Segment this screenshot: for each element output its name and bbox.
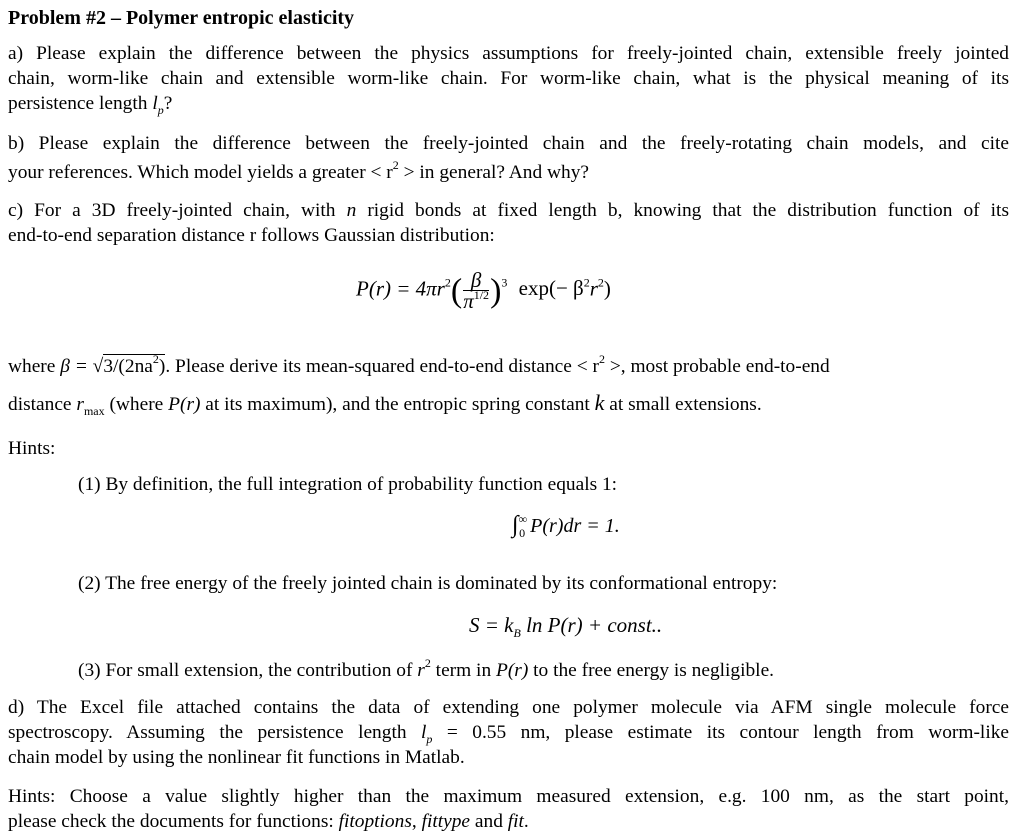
fittype-function: fittype (421, 811, 471, 832)
part-c-line-1: c) For a 3D freely-jointed chain, with n rigid bonds at fixed length b, knowing that the distribution function of its (8, 200, 1009, 221)
part-d-line-1: d) The Excel file attached contains the data of extending one polymer molecule via AFM single molecule force (8, 697, 1009, 718)
part-a-line-2: chain, worm-like chain and extensible worm-like chain. For worm-like chain, what is the physical meaning of its (8, 68, 1009, 89)
entropy-equation: $S = k_B$ ln P(r) + const.. (469, 613, 663, 640)
fit-function: fit (507, 811, 524, 832)
hints-d-line-1: Hints: Choose a value slightly higher than the maximum measured extension, e.g. 100 nm, as the start point, (8, 786, 1009, 807)
part-b-line-2: your references. Which model yields a greater < $r^2$ > in general? And why? (8, 158, 590, 183)
normalization-equation: $\int^\infty_0$ P(r)dr = 1. (512, 512, 620, 540)
problem-title: Problem #2 – Polymer entropic elasticity (8, 7, 355, 29)
part-a-line-3: persistence length $l_p$? (8, 93, 173, 117)
part-c-line-4: distance $r_{max}$ (where P(r) at its maximum), and the entropic spring constant k at small extensions. (8, 390, 762, 418)
hint-2: (2) The free energy of the freely jointed chain is dominated by its conformational entropy: (78, 573, 778, 594)
fitoptions-function: fitoptions (338, 811, 412, 832)
part-d-line-3: chain model by using the nonlinear fit functions in Matlab. (8, 747, 465, 768)
part-d-line-2: spectroscopy. Assuming the persistence length $l_p = 0.55$ nm, please estimate its contour length from worm-like (8, 722, 1010, 746)
hints-label: Hints: (8, 438, 56, 459)
mean-square-r: < $r^2$ > (370, 158, 415, 183)
gaussian-equation: $P(r) = 4\pi r^2$( $\frac{\beta}{\pi^{1/2}}$ )$^3$ $\exp(- \beta^2r^2)$ (356, 268, 611, 313)
part-a-line-1: a) Please explain the difference between the physics assumptions for freely-jointed chain, extensible freely jointed (8, 43, 1009, 64)
part-b-line-1: b) Please explain the difference between the freely-jointed chain and the freely-rotating chain models, and cite (8, 133, 1009, 154)
hints-d-line-2: please check the documents for functions: fitoptions, fittype and fit. (8, 811, 529, 832)
mean-square-r-c: < $r^2$ > (576, 352, 621, 377)
hint-1: (1) By definition, the full integration of probability function equals 1: (78, 474, 618, 495)
hint-3: (3) For small extension, the contribution of $r^2$ term in P(r) to the free energy is negligible. (78, 656, 775, 681)
part-c-where-line: where $\beta = √3/(2na^2)$. Please derive its mean-squared end-to-end distance < $r^2$ >, most probable end-to-end (8, 352, 830, 377)
part-c-line-2: end-to-end separation distance r follows Gaussian distribution: (8, 225, 495, 246)
